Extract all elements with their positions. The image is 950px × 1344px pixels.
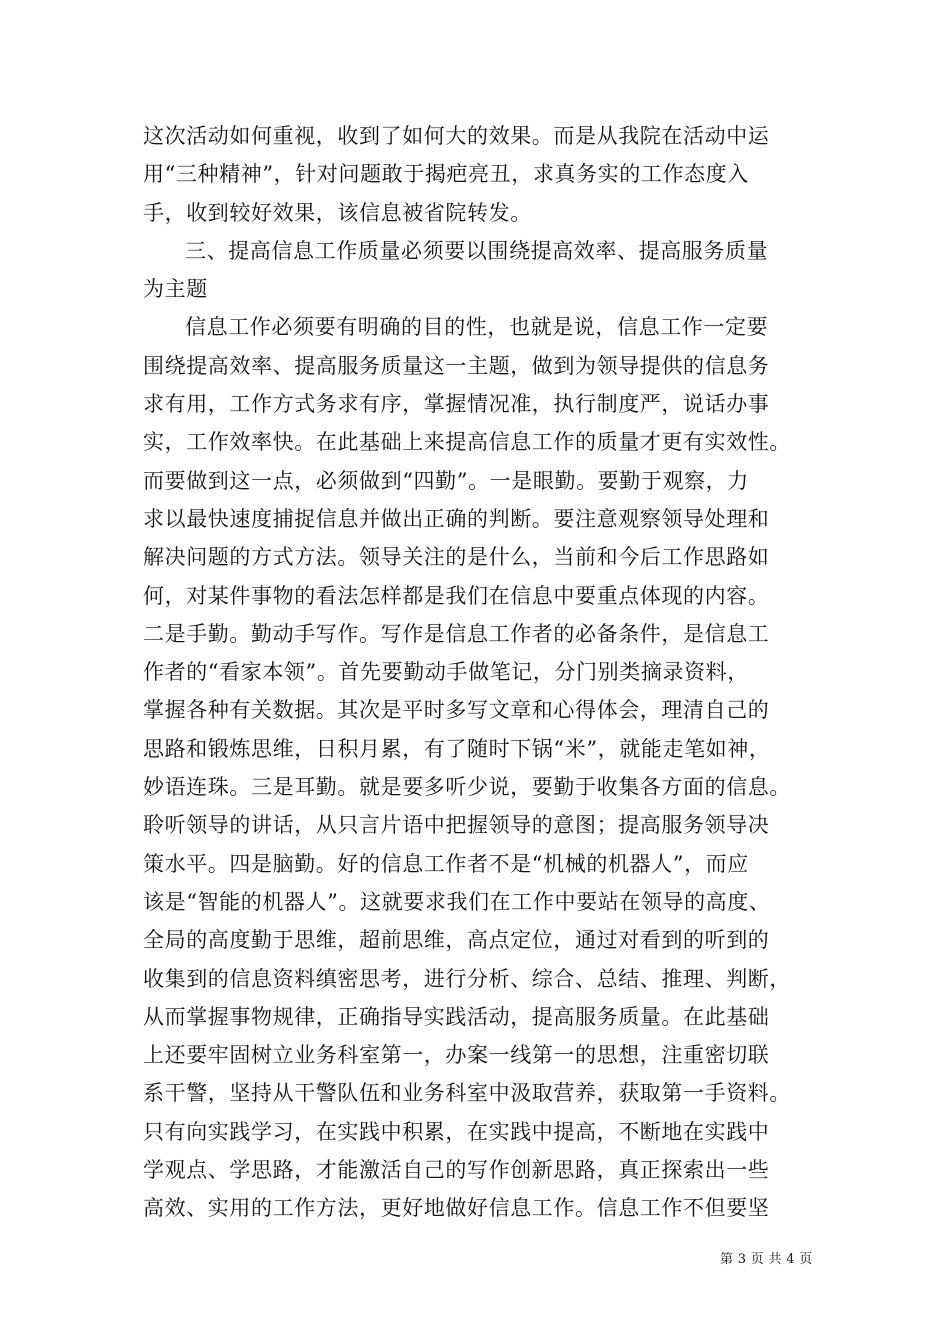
text-line: 手，收到较好效果，该信息被省院转发。 bbox=[143, 200, 532, 225]
text-line: 作者的“看家本领”。首先要勤动手做笔记，分门别类摘录资料， bbox=[143, 660, 749, 685]
text-line: 求以最快速度捕捉信息并做出正确的判断。要注意观察领导处理和 bbox=[143, 506, 770, 531]
text-line: 解决问题的方式方法。领导关注的是什么，当前和今后工作思路如 bbox=[143, 545, 770, 570]
text-line: 思路和锻炼思维，日积月累，有了随时下锅“米”，就能走笔如神， bbox=[143, 736, 771, 761]
text-line: 该是“智能的机器人”。这就要求我们在工作中要站在领导的高度、 bbox=[143, 889, 771, 914]
text-line: 系干警，坚持从干警队伍和业务科室中汲取营养，获取第一手资料。 bbox=[143, 1081, 791, 1106]
text-line: 高效、实用的工作方法，更好地做好信息工作。信息工作不但要坚 bbox=[143, 1196, 770, 1221]
text-line: 聆听领导的讲话，从只言片语中把握领导的意图；提高服务领导决 bbox=[143, 813, 770, 838]
text-line: 只有向实践学习，在实践中积累，在实践中提高，不断地在实践中 bbox=[143, 1119, 770, 1144]
text-line: 实，工作效率快。在此基础上来提高信息工作的质量才更有实效性。 bbox=[143, 430, 791, 455]
text-line: 上还要牢固树立业务科室第一，办案一线第一的思想，注重密切联 bbox=[143, 1043, 770, 1068]
text-line: 收集到的信息资料缜密思考，进行分析、综合、总结、推理、判断， bbox=[143, 966, 791, 991]
text-line: 全局的高度勤于思维，超前思维，高点定位，通过对看到的听到的 bbox=[143, 928, 770, 953]
text-line: 而要做到这一点，必须做到“四勤”。一是眼勤。要勤于观察，力 bbox=[143, 468, 749, 493]
text-line: 从而掌握事物规律，正确指导实践活动，提高服务质量。在此基础 bbox=[143, 1004, 770, 1029]
text-line: 何，对某件事物的看法怎样都是我们在信息中要重点体现的内容。 bbox=[143, 583, 770, 608]
section-heading-line: 三、提高信息工作质量必须要以围绕提高效率、提高服务质量 bbox=[185, 238, 769, 263]
text-line: 二是手勤。勤动手写作。写作是信息工作者的必备条件，是信息工 bbox=[143, 621, 770, 646]
text-line: 用“三种精神”，针对问题敢于揭疤亮丑，求真务实的工作态度入 bbox=[143, 162, 749, 187]
body-text bbox=[143, 117, 813, 1228]
page-number: 第 3 页 共 4 页 bbox=[720, 1252, 813, 1267]
text-line: 求有用，工作方式务求有序，掌握情况准，执行制度严，说话办事 bbox=[143, 392, 770, 417]
text-line: 这次活动如何重视，收到了如何大的效果。而是从我院在活动中运 bbox=[143, 124, 770, 148]
text-line: 策水平。四是脑勤。好的信息工作者不是“机械的机器人”，而应 bbox=[143, 851, 749, 876]
text-line: 掌握各种有关数据。其次是平时多写文章和心得体会，理清自己的 bbox=[143, 698, 770, 723]
text-line: 学观点、学思路，才能激活自己的写作创新思路，真正探索出一些 bbox=[143, 1158, 770, 1183]
section-heading-line: 为主题 bbox=[143, 277, 208, 302]
text-line: 围绕提高效率、提高服务质量这一主题，做到为领导提供的信息务 bbox=[143, 353, 770, 378]
paragraph-first-line: 信息工作必须要有明确的目的性，也就是说，信息工作一定要 bbox=[185, 315, 769, 340]
text-line: 妙语连珠。三是耳勤。就是要多听少说，要勤于收集各方面的信息。 bbox=[143, 775, 791, 800]
